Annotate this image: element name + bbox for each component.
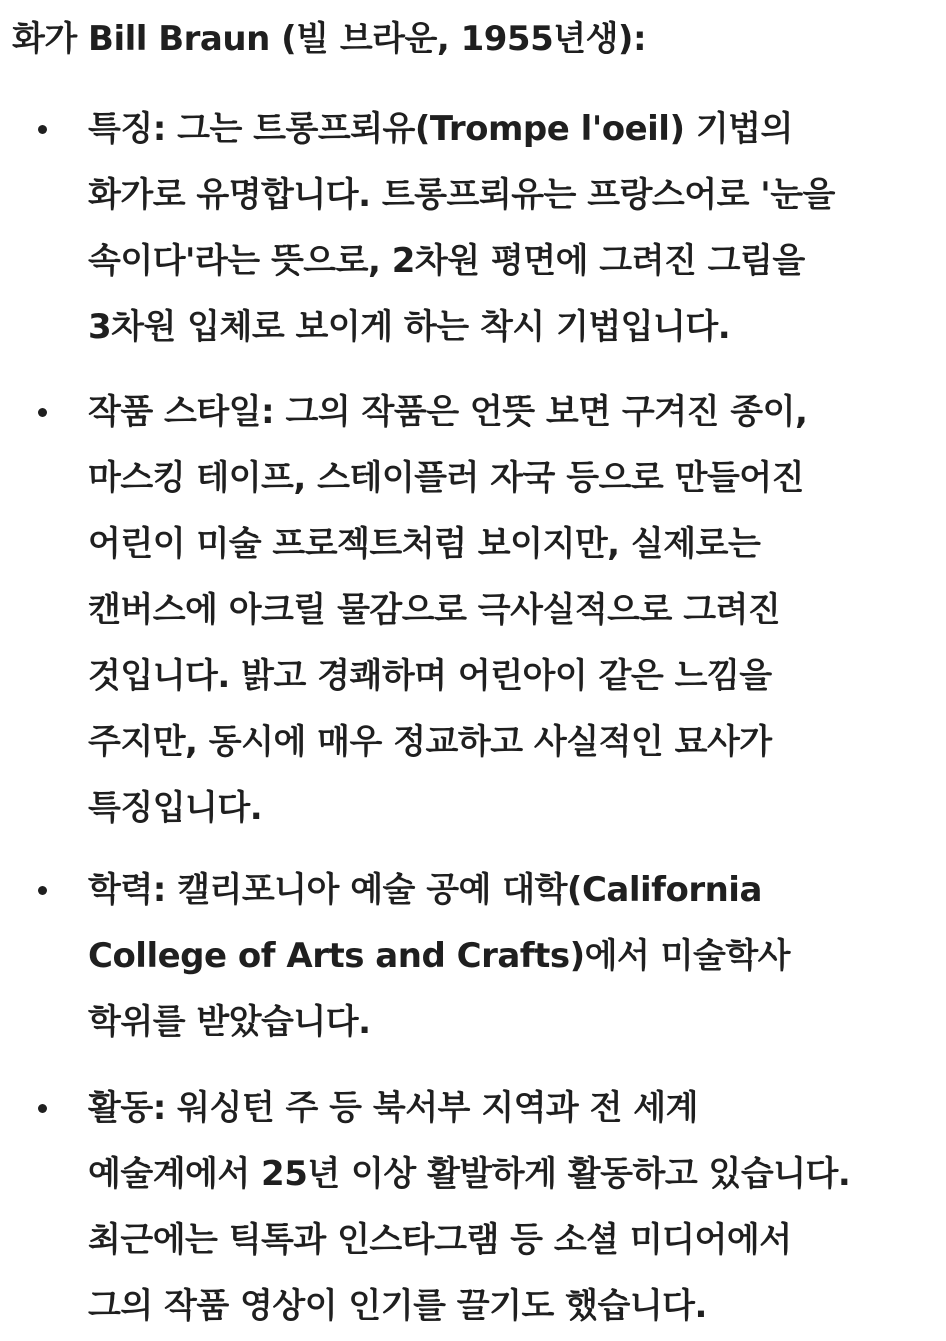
bullet-dot-icon xyxy=(38,125,47,134)
bullet-label: 학력: xyxy=(88,870,166,910)
bullet-label: 특징: xyxy=(88,109,166,149)
bullet-line: 3차원 입체로 보이게 하는 착시 기법입니다. xyxy=(88,307,731,347)
bullet-line: 속이다'라는 뜻으로, 2차원 평면에 그려진 그림을 xyxy=(88,241,805,281)
bullet-label: 활동: xyxy=(88,1088,166,1128)
bullet-line-text: 캘리포니아 예술 공예 대학(California xyxy=(165,870,762,910)
bullet-dot-icon xyxy=(38,1104,47,1113)
bullet-dot-icon xyxy=(38,886,47,895)
bullet-line: 학위를 받았습니다. xyxy=(88,1002,371,1042)
bullet-line-text: 그의 작품은 언뜻 보면 구겨진 종이, xyxy=(274,392,808,432)
bullet-line: 것입니다. 밝고 경쾌하며 어린아이 같은 느낌을 xyxy=(88,656,772,696)
bullet-text xyxy=(88,96,920,360)
bullet-line: 캔버스에 아크릴 물감으로 극사실적으로 그려진 xyxy=(88,590,781,630)
bullet-line: 마스킹 테이프, 스테이플러 자국 등으로 만들어진 xyxy=(88,458,804,498)
bullet-text xyxy=(88,857,920,1055)
bullet-line: College of Arts and Crafts)에서 미술학사 xyxy=(88,936,791,976)
bullet-line xyxy=(88,857,920,923)
bullet-dot-icon xyxy=(38,408,47,417)
bullet-line xyxy=(88,1075,920,1141)
bullet-text xyxy=(88,1075,920,1339)
page-title: 화가 Bill Braun (빌 브라운, 1955년생): xyxy=(12,19,647,59)
bullet-line: 예술계에서 25년 이상 활발하게 활동하고 있습니다. xyxy=(88,1154,851,1194)
bullet-line-text: 그는 트롱프뢰유(Trompe l'oeil) 기법의 xyxy=(165,109,793,149)
bullet-line: 특징입니다. xyxy=(88,788,263,828)
bullet-text xyxy=(88,379,920,841)
bullet-label: 작품 스타일: xyxy=(88,392,275,432)
bullet-line: 그의 작품 영상이 인기를 끌기도 했습니다. xyxy=(88,1286,707,1326)
bullet-line: 주지만, 동시에 매우 정교하고 사실적인 묘사가 xyxy=(88,722,772,762)
bullet-line xyxy=(88,96,920,162)
bullet-line: 화가로 유명합니다. 트롱프뢰유는 프랑스어로 '눈을 xyxy=(88,175,835,215)
bullet-line: 어린이 미술 프로젝트처럼 보이지만, 실제로는 xyxy=(88,524,761,564)
bullet-line-text: 워싱턴 주 등 북서부 지역과 전 세계 xyxy=(165,1088,698,1128)
bullet-line xyxy=(88,379,920,445)
bullet-line: 최근에는 틱톡과 인스타그램 등 소셜 미디어에서 xyxy=(88,1220,792,1260)
